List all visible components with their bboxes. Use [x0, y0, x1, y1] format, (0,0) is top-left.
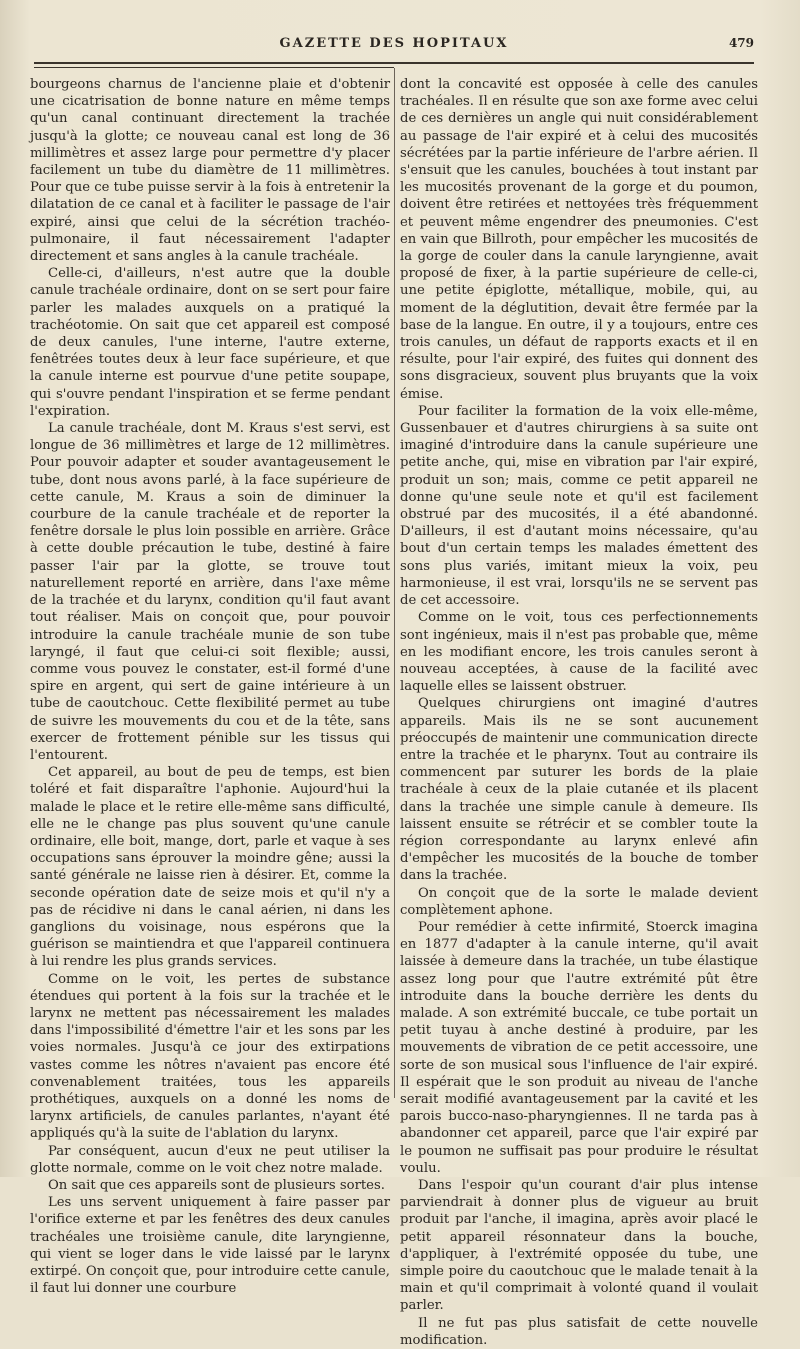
paragraph: Les uns servent uniquement à faire passer par l'orifice externe et par les fenêtres des deux canules trachéales une troisième canule, dite laryngienne, qui vient se loger dans le vide laissé par le larynx extirpé. On conçoit que, pour introduire cette canule, il faut lui donner une courbure: [30, 1195, 390, 1297]
paragraph: La canule trachéale, dont M. Kraus s'est servi, est longue de 36 millimètres et large de 12 millimètres. Pour pouvoir adapter et souder avantageusement le tube, dont nous avons parlé, à la face supérieure de cette canule, M. Kraus a soin de diminuer la courbure de la canule trachéale et de reporter la fenêtre dorsale le plus loin possible en arrière. Grâce à cette double précaution le tube, destiné à faire passer l'air par la glotte, se trouve tout naturellement reporté en arrière, dans l'axe même de la trachée et du larynx, condition qu'il faut avant tout réaliser. Mais on conçoit que, pour pouvoir introduire la canule trachéale munie de son tube laryngé, il faut que celui-ci soit flexible; aussi, comme vous pouvez le constater, est-il formé d'une spire en argent, qui sert de gaine intérieure à un tube de caoutchouc. Cette flexibilité permet au tube de suivre les mouvements du cou et de la tête, sans exercer de frottement pénible sur les tissus qui l'entourent.: [30, 421, 390, 763]
paragraph: dont la concavité est opposée à celle des canules trachéales. Il en résulte que son axe forme avec celui de ces dernières un angle qui nuit considérablement au passage de l'air expiré et à celui des mucosités sécrétées par la partie inférieure de l'arbre aérien. Il s'ensuit que les canules, bouchées à tout instant par les mucosités provenant de la gorge et du poumon, doivent être retirées et nettoyées très fréquemment et peuvent même engendrer des pneumonies. C'est en vain que Billroth, pour empêcher les mucosités de la gorge de couler dans la canule laryngienne, avait proposé de fixer, à la partie supérieure de celle-ci, une petite épiglotte, métallique, mobile, qui, au moment de la déglutition, devait être fermée par la base de la langue. En outre, il y a toujours, entre ces trois canules, un défaut de rapports exacts et il en résulte, pour l'air expiré, des fuites qui donnent des sons disgracieux, souvent plus bruyants que la voix émise.: [400, 77, 758, 402]
header-rule-secondary: [34, 67, 394, 68]
paragraph: Celle-ci, d'ailleurs, n'est autre que la double canule trachéale ordinaire, dont on se sert pour faire parler les malades auxquels on a pratiqué la trachéotomie. On sait que cet appareil est composé de deux canules, l'une interne, l'autre externe, fenêtrées toutes deux à leur face supérieure, et que la canule interne est pourvue d'une petite soupape, qui s'ouvre pendant l'inspiration et se ferme pendant l'expiration.: [30, 266, 390, 419]
paragraph: bourgeons charnus de l'ancienne plaie et d'obtenir une cicatrisation de bonne nature en même temps qu'un canal continuant directement la trachée jusqu'à la glotte; ce nouveau canal est long de 36 millimètres et assez large pour permettre d'y placer facilement un tube du diamètre de 11 millimètres. Pour que ce tube puisse servir à la fois à entretenir la dilatation de ce canal et à faciliter le passage de l'air expiré, ainsi que celui de la sécrétion trachéo-pulmonaire, il faut nécessairement l'adapter directement et sans angles à la canule trachéale.: [30, 77, 391, 265]
paragraph: Pour remédier à cette infirmité, Stoerck imagina en 1877 d'adapter à la canule interne, qu'il avait laissée à demeure dans la trachée, un tube élastique assez long pour que l'autre extrémité pût être introduite dans la bouche derrière les dents du malade. A son extrémité buccale, ce tube portait un petit tuyau à anche destiné à produire, par les mouvements de vibration de ce petit accessoire, une sorte de son musical sous l'influence de l'air expiré. Il espérait que le son produit au niveau de l'anche serait modifié avantageusement par la cavité et les parois bucco-naso-pharyngiennes. Il ne tarda pas à abandonner cet appareil, parce que l'air expiré par le poumon ne suffisait pas pour produire le résultat voulu.: [400, 919, 758, 1176]
column-divider: [394, 68, 395, 1098]
paragraph: Pour faciliter la formation de la voix elle-même, Gussenbauer et d'autres chirurgiens à sa suite ont imaginé d'introduire dans la canule supérieure une petite anche, qui, mise en vibration par l'air expiré, produit un son; mais, comme ce petit appareil ne donne qu'une seule note et qu'il est facilement obstrué par des mucosités, il a été abandonné. D'ailleurs, il est d'autant moins nécessaire, qu'au bout d'un certain temps les malades émettent des sons plus variés, imitant mieux la voix, peu harmonieuse, il est vrai, lorsqu'ils ne se servent pas de cet accessoire.: [400, 403, 758, 609]
paragraph: Il ne fut pas plus satisfait de cette nouvelle modification.: [400, 1315, 758, 1348]
paragraph: On sait que ces appareils sont de plusieurs sortes.: [48, 1178, 385, 1193]
paragraph: On conçoit que de la sorte le malade devient complètement aphone.: [400, 885, 758, 918]
running-title: GAZETTE DES HOPITAUX: [279, 36, 509, 51]
paragraph: Comme on le voit, les pertes de substance étendues qui portent à la fois sur la trachée et le larynx ne mettent pas nécessairement les malades dans l'impossibilité d'émettre l'air et les sons par les voies normales. Jusqu'à ce jour des extirpations vastes comme les nôtres n'avaient pas encore été convenablement traitées, tous les appareils prothétiques, auxquels on a donné les noms de larynx artificiels, de canules parlantes, n'ayant été appliqués qu'à la suite de l'ablation du larynx.: [30, 971, 390, 1142]
left-column: [30, 76, 391, 1297]
paragraph: Dans l'espoir qu'un courant d'air plus intense parviendrait à donner plus de vigueur au bruit produit par l'anche, il imagina, après avoir placé le petit appareil résonnateur dans la bouche, d'appliquer, à l'extrémité opposée du tube, une simple poire du caoutchouc que le malade tenait à la main et qu'il comprimait à volonté quand il voulait parler.: [400, 1178, 758, 1314]
header-rule: [34, 62, 754, 64]
page-number: 479: [728, 36, 754, 50]
page-header: [34, 36, 754, 58]
paragraph: Cet appareil, au bout de peu de temps, est bien toléré et fait disparaître l'aphonie. Aujourd'hui la malade le place et le retire elle-même sans difficulté, elle ne le change pas plus souvent qu'une canule ordinaire, elle boit, mange, dort, parle et vaque à ses occupations sans éprouver la moindre gêne; aussi la santé générale ne laisse rien à désirer. Et, comme la seconde opération date de seize mois et qu'il n'y a pas de récidive ni dans le canal aérien, ni dans les ganglions du voisinage, nous espérons que la guérison se maintiendra et que l'appareil continuera à lui rendre les plus grands services.: [30, 765, 390, 970]
paragraph: Par conséquent, aucun d'eux ne peut utiliser la glotte normale, comme on le voit chez notre malade.: [30, 1143, 390, 1176]
paragraph: Comme on le voit, tous ces perfectionnements sont ingénieux, mais il n'est pas probable que, même en les modifiant encore, les trois canules seront à nouveau acceptées, à cause de la facilité avec laquelle elles se laissent obstruer.: [400, 610, 758, 695]
right-column: [400, 76, 758, 1348]
paragraph: Quelques chirurgiens ont imaginé d'autres appareils. Mais ils ne se sont aucunement préoccupés de maintenir une communication directe entre la trachée et le pharynx. Tout au contraire ils commencent par suturer les bords de la plaie trachéale à ceux de la plaie cutanée et ils placent dans la trachée une simple canule à demeure. Ils laissent ensuite se rétrécir et se combler toute la région correspondante au larynx enlevé afin d'empêcher les mucosités de la bouche de tomber dans la trachée.: [400, 696, 758, 884]
